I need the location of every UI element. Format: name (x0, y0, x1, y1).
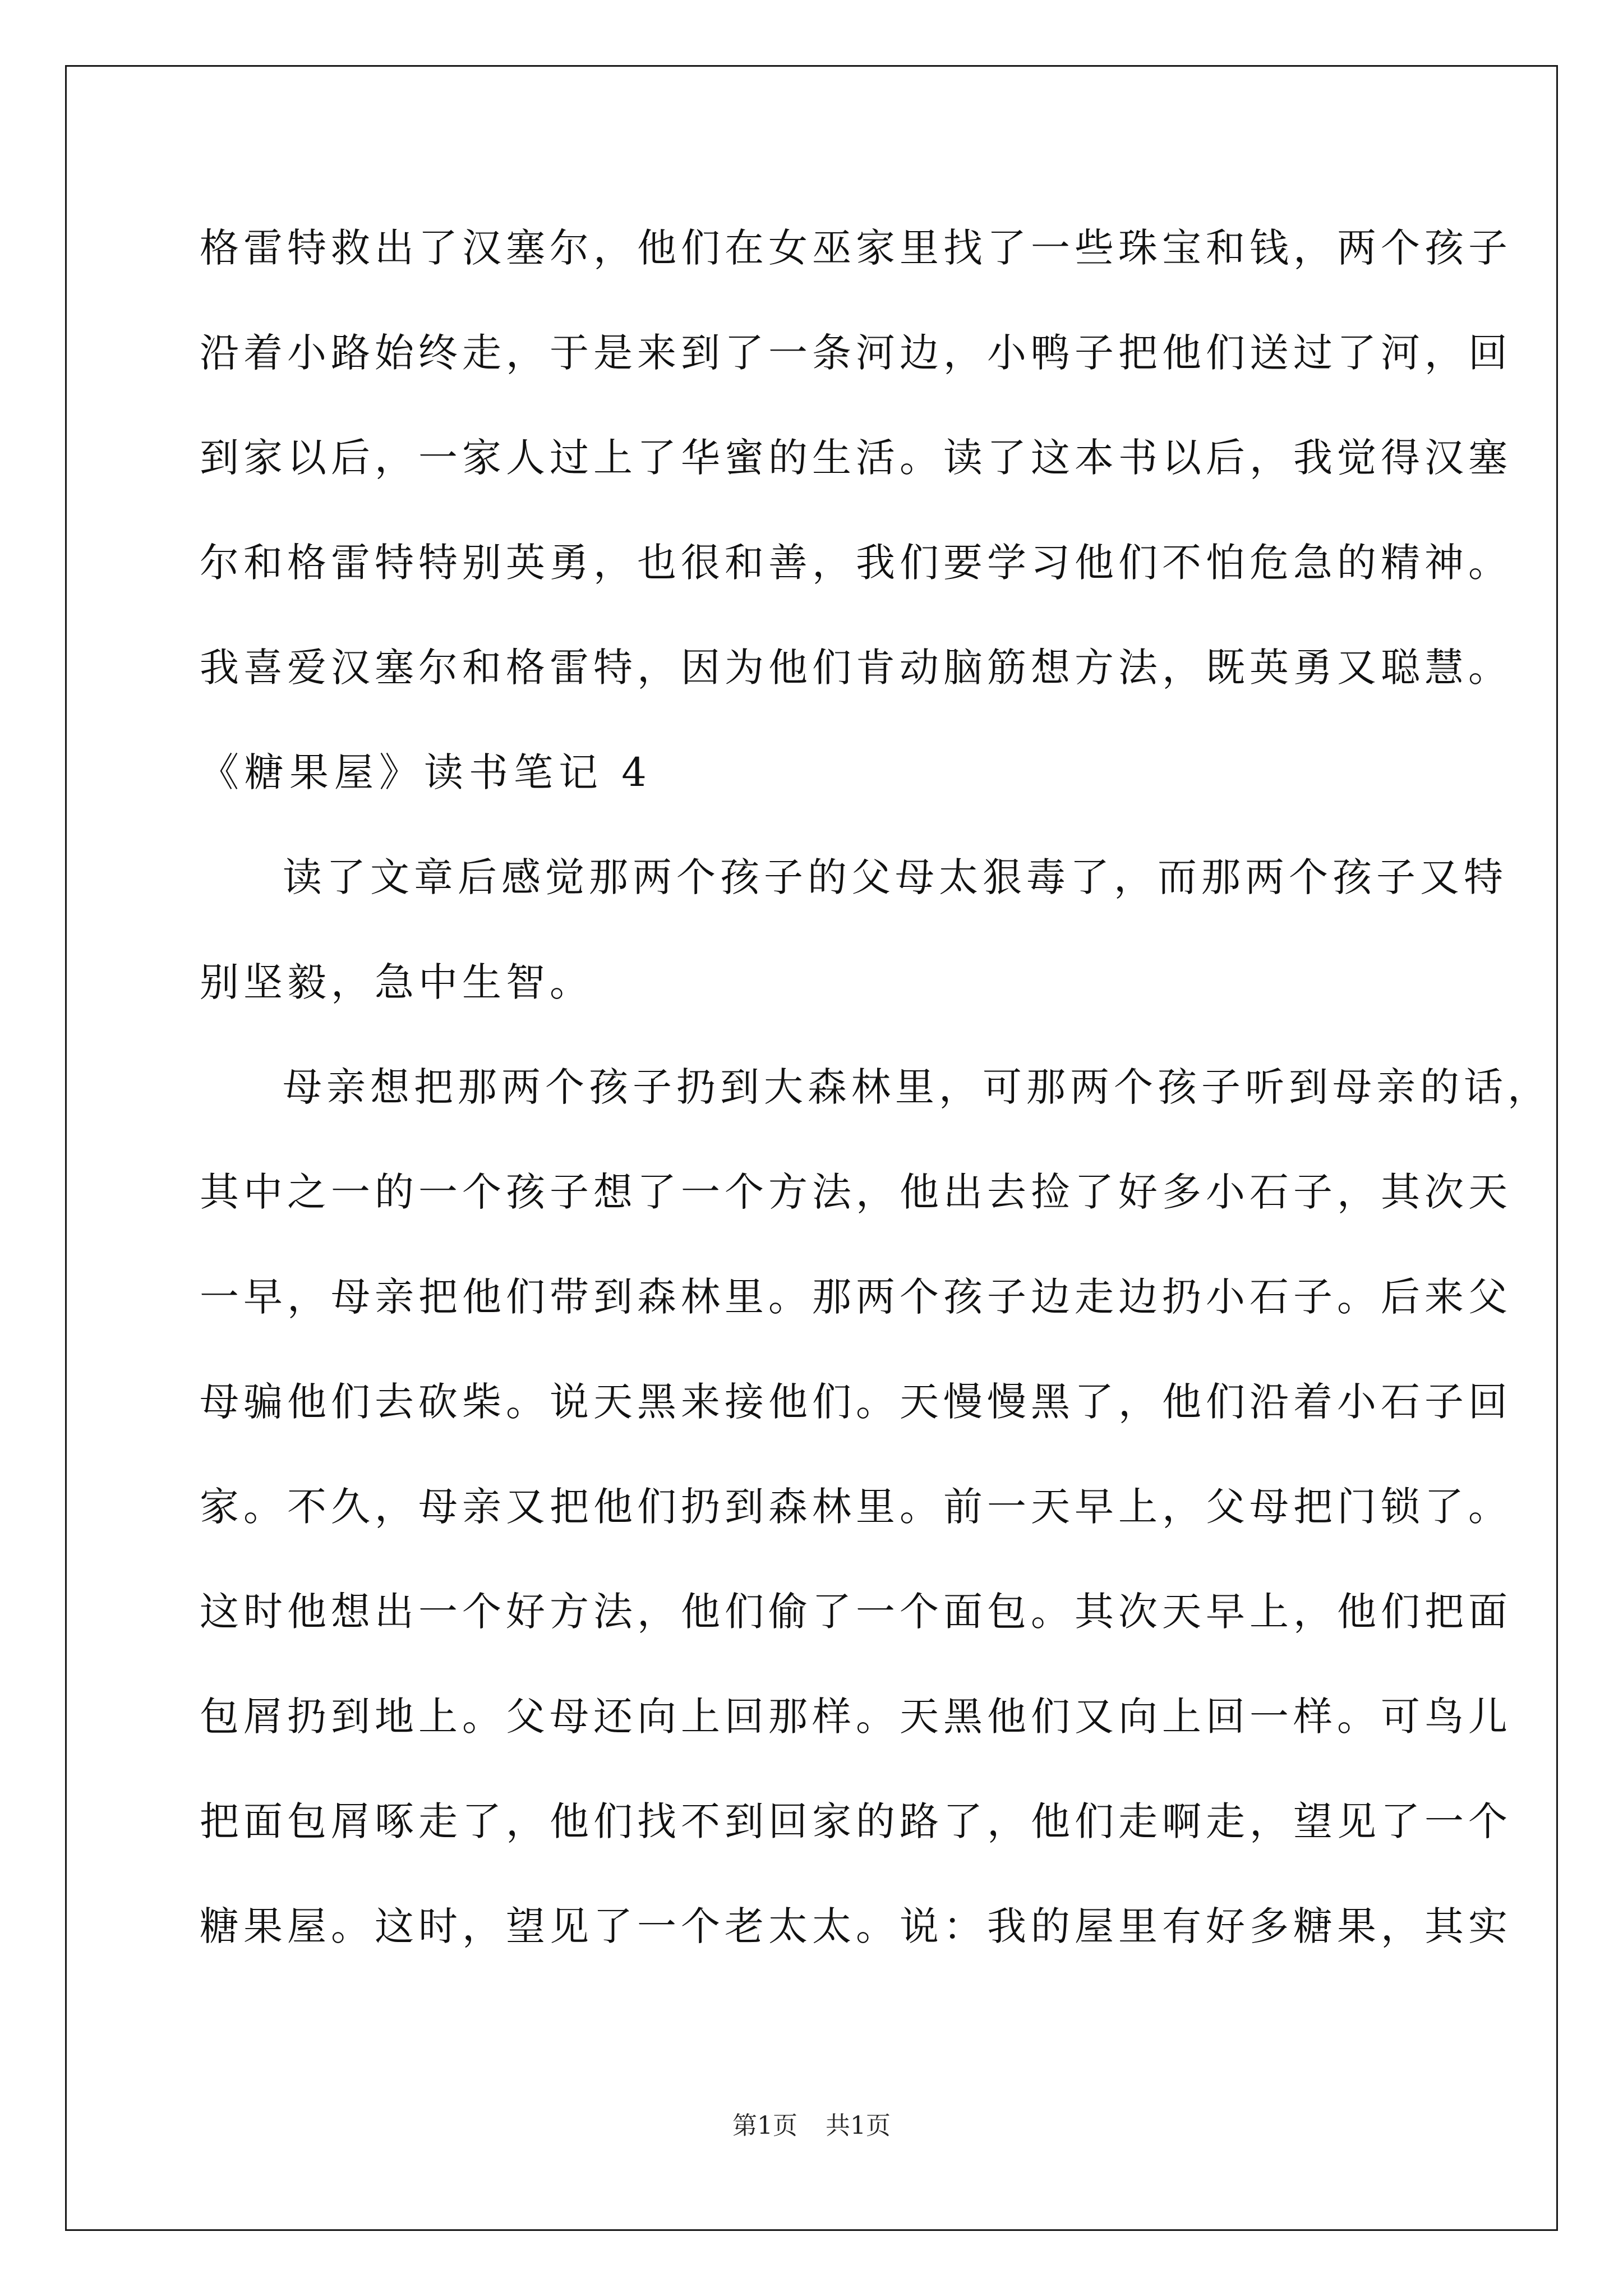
text-line: 包屑扔到地上。父母还向上回那样。天黑他们又向上回一样。可鸟儿 (200, 1694, 1512, 1740)
text-line: 母骗他们去砍柴。说天黑来接他们。天慢慢黑了，他们沿着小石子回 (200, 1379, 1512, 1425)
text-line: 家。不久，母亲又把他们扔到森林里。前一天早上，父母把门锁了。 (200, 1484, 1512, 1530)
text-line: 别坚毅，急中生智。 (200, 959, 593, 1005)
text-line: 这时他想出一个好方法，他们偷了一个面包。其次天早上，他们把面 (200, 1589, 1512, 1635)
paragraph-first-line: 读了文章后感觉那两个孩子的父母太狠毒了，而那两个孩子又特 (283, 854, 1507, 900)
text-line: 沿着小路始终走，于是来到了一条河边，小鸭子把他们送过了河，回 (200, 330, 1512, 376)
text-line: 一早，母亲把他们带到森林里。那两个孩子边走边扔小石子。后来父 (200, 1274, 1512, 1320)
page-number: 第1页 (732, 2111, 797, 2140)
text-line: 我喜爱汉塞尔和格雷特，因为他们肯动脑筋想方法，既英勇又聪慧。 (200, 645, 1512, 691)
section-heading: 《糖果屋》读书笔记 4 (200, 749, 652, 795)
text-line: 到家以后，一家人过上了华蜜的生活。读了这本书以后，我觉得汉塞 (200, 435, 1512, 481)
text-line: 尔和格雷特特别英勇，也很和善，我们要学习他们不怕危急的精神。 (200, 540, 1512, 586)
text-line: 把面包屑啄走了，他们找不到回家的路了，他们走啊走，望见了一个 (200, 1798, 1512, 1844)
text-line: 格雷特救出了汉塞尔，他们在女巫家里找了一些珠宝和钱，两个孩子 (200, 225, 1512, 271)
page-footer (0, 2109, 1623, 2143)
text-line: 糖果屋。这时，望见了一个老太太。说：我的屋里有好多糖果，其实 (200, 1903, 1512, 1949)
page-total: 共1页 (826, 2111, 891, 2140)
document-body (200, 216, 1551, 1999)
paragraph-first-line: 母亲想把那两个孩子扔到大森林里，可那两个孩子听到母亲的话， (283, 1064, 1551, 1110)
text-line: 其中之一的一个孩子想了一个方法，他出去捡了好多小石子，其次天 (200, 1169, 1512, 1215)
